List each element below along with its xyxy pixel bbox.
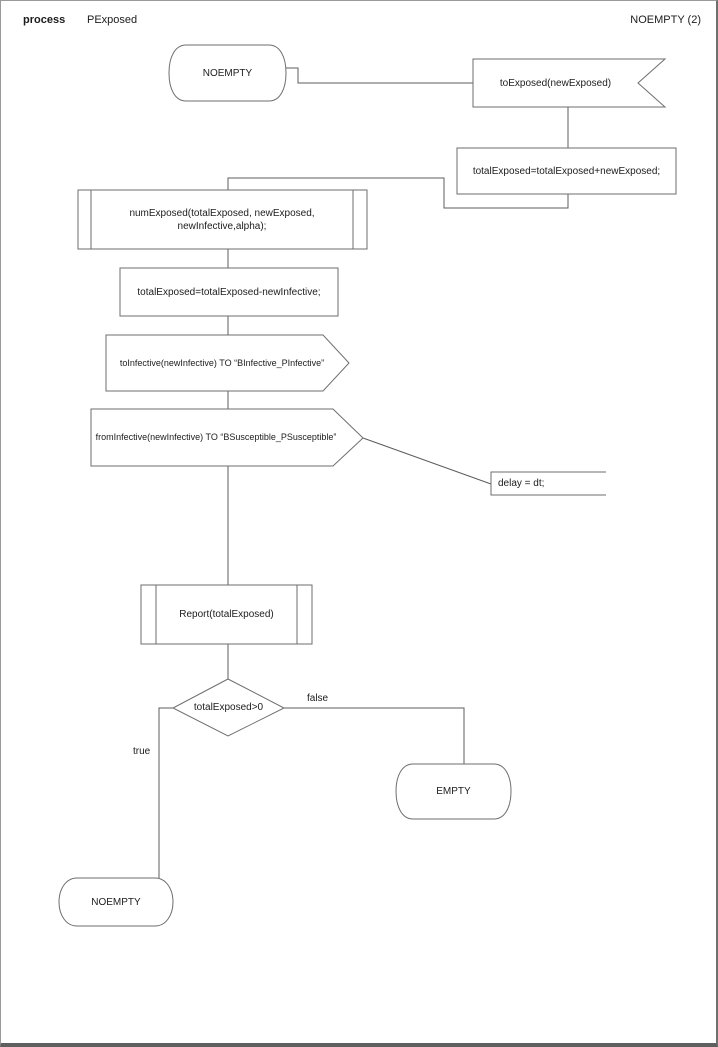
procedure-numexposed-line2: newInfective,alpha);	[177, 220, 267, 232]
false-branch-label: false	[307, 692, 329, 704]
start-state-label: NOEMPTY	[202, 67, 253, 79]
connector-comment-link	[363, 438, 491, 484]
header-sheet-label: NOEMPTY (2)	[630, 14, 701, 26]
output-toinfective-label: toInfective(newInfective) TO “BInfective_PInfective”	[119, 357, 325, 368]
output-frominfective-label: fromInfective(newInfective) TO “BSusceptible_PSusceptible”	[95, 432, 337, 442]
task-subtract-label: totalExposed=totalExposed-newInfective;	[137, 286, 321, 298]
procedure-report-label: Report(totalExposed)	[179, 609, 274, 620]
connector-start-to-input	[285, 68, 473, 83]
comment-delay-label: delay = dt;	[498, 478, 545, 489]
header-process-keyword: process	[23, 14, 66, 26]
procedure-numexposed-line1: numExposed(totalExposed, newExposed,	[129, 207, 315, 219]
header-process-name: PExposed	[87, 14, 138, 26]
connector-true-branch	[159, 708, 173, 878]
connector-false-branch	[284, 708, 464, 764]
state-empty-label: EMPTY	[436, 786, 471, 797]
true-branch-label: true	[133, 745, 151, 757]
decision-label: totalExposed>0	[193, 702, 264, 713]
state-noempty-final-label: NOEMPTY	[91, 896, 141, 908]
procedure-numexposed-label	[91, 190, 353, 249]
input-signal-label: toExposed(newExposed)	[499, 77, 612, 89]
task-add-label: totalExposed=totalExposed+newExposed;	[472, 165, 661, 177]
